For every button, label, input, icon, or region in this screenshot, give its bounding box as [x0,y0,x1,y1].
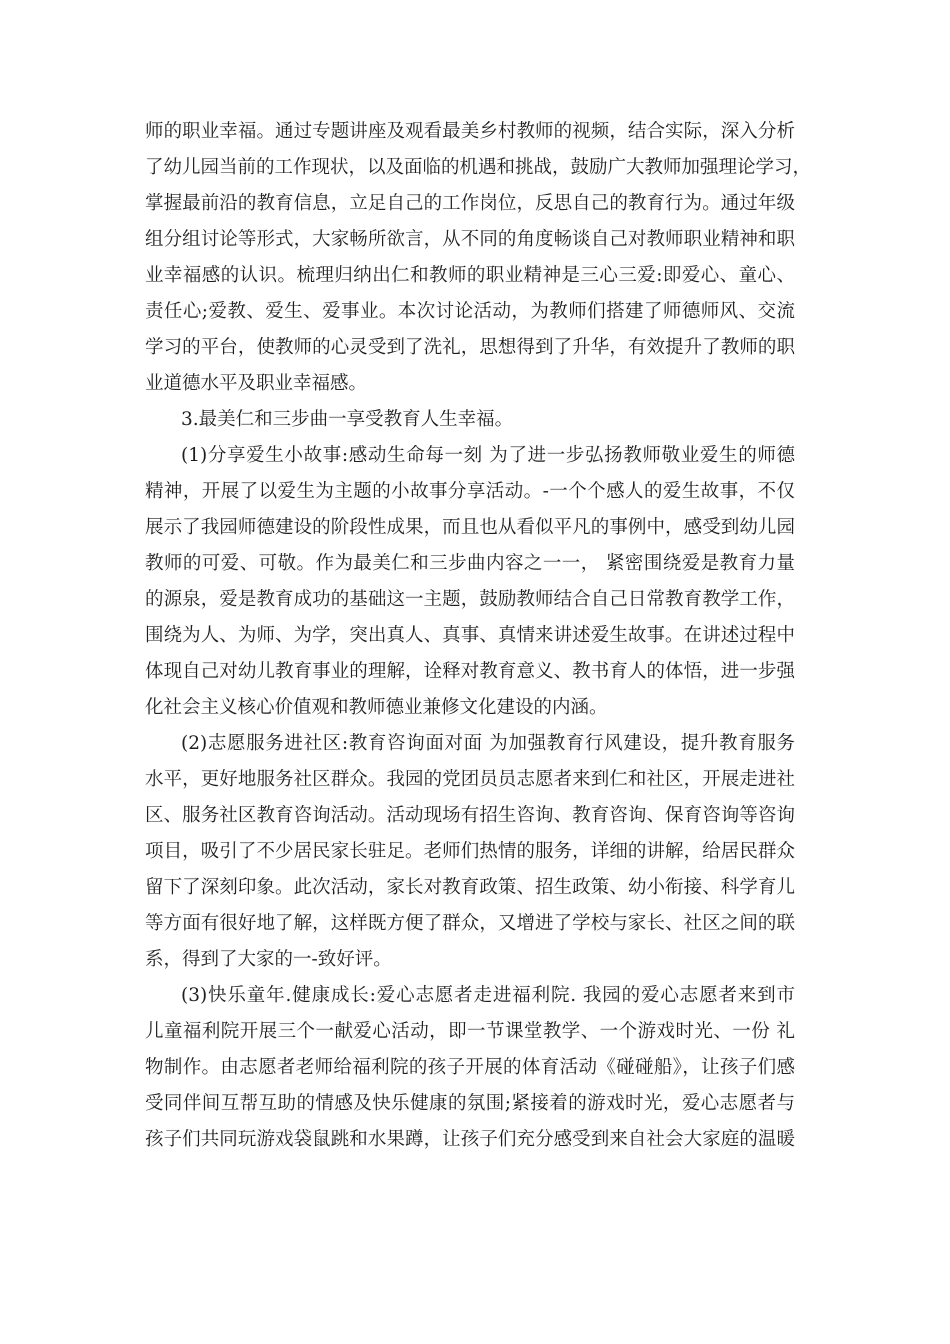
text-line: 展示了我园师德建设的阶段性成果，而且也从看似平凡的事例中，感受到幼儿园 [145,517,795,538]
text-line: (3)快乐童年.健康成长:爱心志愿者走进福利院. 我园的爱心志愿者来到市 [181,985,795,1006]
text-line: (1)分享爱生小故事:感动生命每一刻 为了进一步弘扬教师敬业爱生的师德 [181,445,795,466]
text-line: 教师的可爱、可敬。作为最美仁和三步曲内容之一一， 紧密围绕爱是教育力量 [145,553,795,574]
text-line: 孩子们共同玩游戏袋鼠跳和水果蹲，让孩子们充分感受到来自社会大家庭的温暖 [145,1129,795,1150]
text-line: 精神，开展了以爱生为主题的小故事分享活动。-一个个感人的爱生故事，不仅 [145,481,795,502]
text-line: (2)志愿服务进社区:教育咨询面对面 为加强教育行风建设，提升教育服务 [181,733,795,754]
text-line: 留下了深刻印象。此次活动，家长对教育政策、招生政策、幼小衔接、科学育儿 [145,877,795,898]
text-line: 体现自己对幼儿教育事业的理解，诠释对教育意义、教书育人的体悟，进一步强 [145,661,795,682]
text-line: 师的职业幸福。通过专题讲座及观看最美乡村教师的视频，结合实际，深入分析 [145,121,795,142]
text-line: 业道德水平及职业幸福感。 [145,373,368,394]
text-line: 业幸福感的认识。梳理归纳出仁和教师的职业精神是三心三爱:即爱心、童心、 [145,265,795,286]
text-line: 化社会主义核心价值观和教师德业兼修文化建设的内涵。 [145,697,608,718]
text-line: 儿童福利院开展三个一献爱心活动，即一节课堂教学、一个游戏时光、一份 礼 [145,1021,795,1042]
text-line: 围绕为人、为师、为学，突出真人、真事、真情来讲述爱生故事。在讲述过程中 [145,625,795,646]
text-line: 学习的平台，使教师的心灵受到了洗礼，思想得到了升华，有效提升了教师的职 [145,337,795,358]
text-line: 系，得到了大家的一-致好评。 [145,949,392,970]
text-line: 物制作。由志愿者老师给福利院的孩子开展的体育活动《碰碰船》，让孩子们感 [145,1057,795,1078]
section-heading: 3.最美仁和三步曲一享受教育人生幸福。 [181,409,514,430]
text-line: 的源泉，爱是教育成功的基础这一主题，鼓励教师结合自己日常教育教学工作， [145,589,795,610]
text-line: 受同伴间互帮互助的情感及快乐健康的氛围;紧接着的游戏时光，爱心志愿者与 [145,1093,795,1114]
text-line: 掌握最前沿的教育信息，立足自己的工作岗位，反思自己的教育行为。通过年级 [145,193,795,214]
text-line: 了幼儿园当前的工作现状，以及面临的机遇和挑战，鼓励广大教师加强理论学习， [145,157,812,178]
text-line: 等方面有很好地了解，这样既方便了群众，又增进了学校与家长、社区之间的联 [145,913,795,934]
text-line: 组分组讨论等形式，大家畅所欲言，从不同的角度畅谈自己对教师职业精神和职 [145,229,795,250]
text-line: 水平，更好地服务社区群众。我园的党团员员志愿者来到仁和社区，开展走进社 [145,769,795,790]
text-line: 区、服务社区教育咨询活动。活动现场有招生咨询、教育咨询、保育咨询等咨询 [145,805,795,826]
text-line: 责任心;爱教、爱生、爱事业。本次讨论活动，为教师们搭建了师德师风、交流 [145,301,795,322]
text-line: 项目，吸引了不少居民家长驻足。老师们热情的服务，详细的讲解，给居民群众 [145,841,795,862]
